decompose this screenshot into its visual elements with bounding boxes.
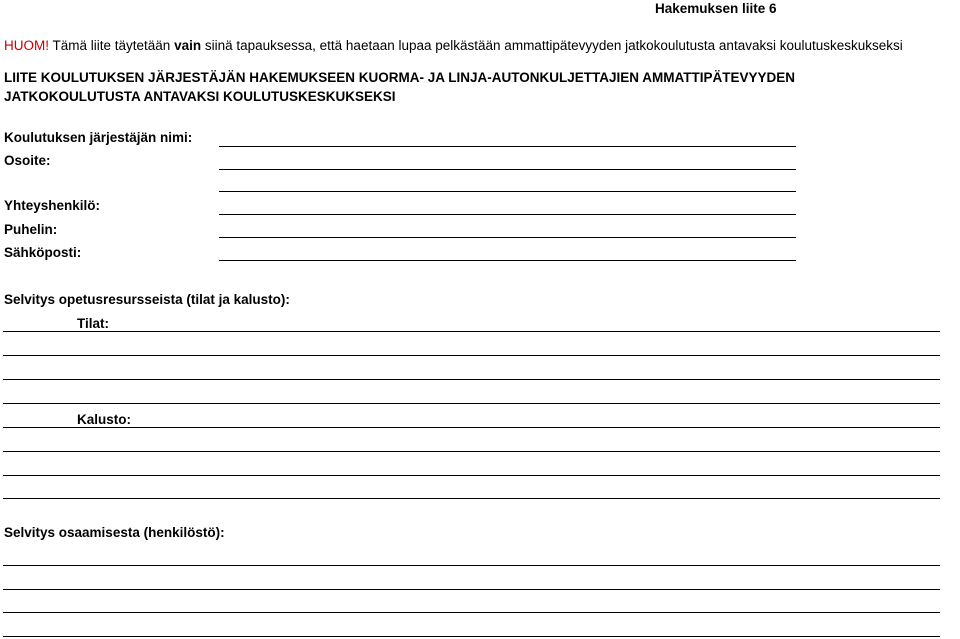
facilities-field-line-1[interactable] bbox=[3, 331, 940, 332]
email-field[interactable] bbox=[219, 260, 796, 261]
document-title-line-1: LIITE KOULUTUKSEN JÄRJESTÄJÄN HAKEMUKSEEN KUORMA- JA LINJA-AUTONKULJETTAJIEN AMMATTIPÄTEVYYDEN bbox=[4, 70, 796, 85]
facilities-field-line-4[interactable] bbox=[3, 403, 940, 404]
expertise-field-line-1[interactable] bbox=[3, 565, 940, 566]
contact-person-label: Yhteyshenkilö: bbox=[4, 198, 101, 213]
email-label: Sähköposti: bbox=[4, 245, 82, 260]
facilities-field-line-3[interactable] bbox=[3, 379, 940, 380]
document-title-line-2: JATKOKOULUTUSTA ANTAVAKSI KOULUTUSKESKUKSEKSI bbox=[4, 89, 396, 104]
facilities-field-line-2[interactable] bbox=[3, 355, 940, 356]
organizer-name-field[interactable] bbox=[219, 146, 796, 147]
address-label: Osoite: bbox=[4, 153, 51, 168]
expertise-field-line-2[interactable] bbox=[3, 589, 940, 590]
notice-emphasis: vain bbox=[174, 38, 202, 53]
equipment-field-line-1[interactable] bbox=[3, 427, 940, 428]
phone-field[interactable] bbox=[219, 237, 796, 238]
equipment-field-line-4[interactable] bbox=[3, 498, 940, 499]
address-field-line-1[interactable] bbox=[219, 169, 796, 170]
notice-text-after: siinä tapauksessa, että haetaan lupaa pelkästään ammattipätevyyden jatkokoulutusta antavaksi koulutuskeskukseksi bbox=[201, 38, 903, 53]
address-field-line-2[interactable] bbox=[219, 191, 796, 192]
notice-text-before: Tämä liite täytetään bbox=[49, 38, 175, 53]
equipment-field-line-3[interactable] bbox=[3, 475, 940, 476]
notice-text bbox=[4, 38, 903, 53]
expertise-field-line-3[interactable] bbox=[3, 612, 940, 613]
organizer-name-label: Koulutuksen järjestäjän nimi: bbox=[4, 130, 193, 145]
resources-heading: Selvitys opetusresursseista (tilat ja kalusto): bbox=[4, 292, 290, 307]
equipment-field-line-2[interactable] bbox=[3, 451, 940, 452]
expertise-heading: Selvitys osaamisesta (henkilöstö): bbox=[4, 525, 225, 540]
contact-person-field[interactable] bbox=[219, 214, 796, 215]
equipment-label: Kalusto: bbox=[77, 412, 131, 427]
notice-prefix: HUOM! bbox=[4, 38, 49, 53]
document-label: Hakemuksen liite 6 bbox=[655, 1, 777, 16]
phone-label: Puhelin: bbox=[4, 222, 58, 237]
facilities-label: Tilat: bbox=[77, 316, 110, 331]
expertise-field-line-4[interactable] bbox=[3, 636, 940, 637]
